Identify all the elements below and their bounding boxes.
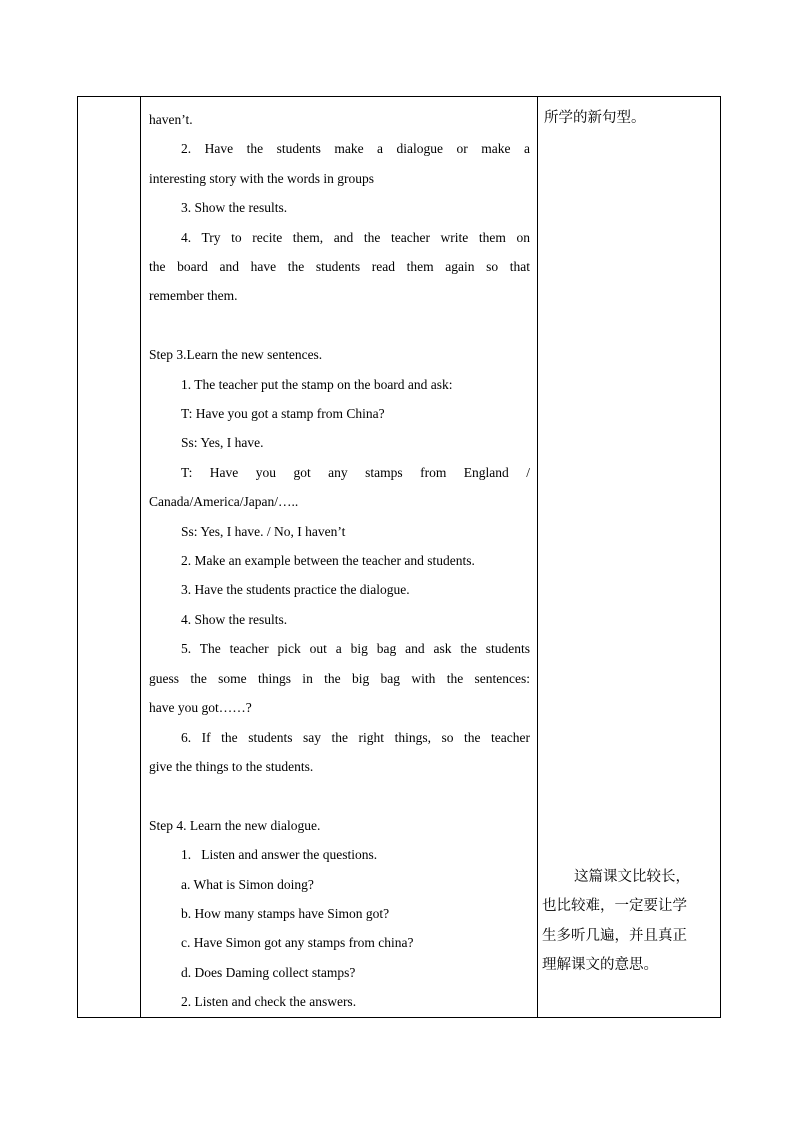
note-text: 理解课文的意思。 xyxy=(542,957,658,974)
text-line: 2. Listen and check the answers. xyxy=(181,994,357,1010)
text-line: c. Have Simon got any stamps from china? xyxy=(181,935,414,951)
text-line: 3. Show the results. xyxy=(181,200,288,216)
text-line: 3. Have the students practice the dialogue. xyxy=(181,582,410,598)
text-line: Canada/America/Japan/….. xyxy=(149,494,299,510)
note-top xyxy=(538,97,720,133)
blank-line xyxy=(149,311,530,340)
text-line: b. How many stamps have Simon got? xyxy=(181,905,390,921)
text-line: remember them. xyxy=(149,288,238,304)
text-line: the board and have the students read them again so that xyxy=(149,259,530,275)
note-text: 这篇课文比较长， xyxy=(574,869,690,885)
stage-column-cell xyxy=(78,97,141,1018)
note-text: 所学的新句型。 xyxy=(544,110,646,126)
text-line: 1. The teacher put the stamp on the board and ask: xyxy=(181,376,453,392)
text-line: 2. Make an example between the teacher and students. xyxy=(181,553,475,569)
text-line: a. What is Simon doing? xyxy=(181,876,314,892)
text-line: Ss: Yes, I have. / No, I haven’t xyxy=(181,523,346,539)
text-line: d. Does Daming collect stamps? xyxy=(181,964,356,980)
text-line: 4. Try to recite them, and the teacher write them on xyxy=(181,229,530,245)
note-text: 生多听几遍，并且真正 xyxy=(542,927,687,944)
text-line: guess the some things in the big bag with the sentences: xyxy=(149,670,530,686)
note-bottom xyxy=(542,863,710,981)
text-line: haven’t. xyxy=(149,112,193,127)
text-line: have you got……? xyxy=(149,700,252,716)
text-line: 1. Listen and answer the questions. xyxy=(181,847,378,863)
procedure-content xyxy=(141,97,537,1017)
text-line: Ss: Yes, I have. xyxy=(181,435,264,451)
text-line: 5. The teacher pick out a big bag and ask the students xyxy=(181,641,530,657)
note-text: 也比较难，一定要让学 xyxy=(542,898,687,915)
step-heading: Step 4. Learn the new dialogue. xyxy=(149,817,321,833)
text-line: interesting story with the words in groups xyxy=(149,170,374,186)
step-heading: Step 3.Learn the new sentences. xyxy=(149,347,323,363)
text-line: T: Have you got a stamp from China? xyxy=(181,406,385,422)
text-line: give the things to the students. xyxy=(149,758,314,774)
text-line: 6. If the students say the right things, so the teacher xyxy=(181,729,530,745)
text-line: T: Have you got any stamps from England / xyxy=(181,464,530,480)
blank-line xyxy=(149,781,530,810)
text-line: 4. Show the results. xyxy=(181,611,288,627)
text-line: 2. Have the students make a dialogue or make a xyxy=(181,141,530,157)
procedure-column-cell xyxy=(141,97,538,1018)
